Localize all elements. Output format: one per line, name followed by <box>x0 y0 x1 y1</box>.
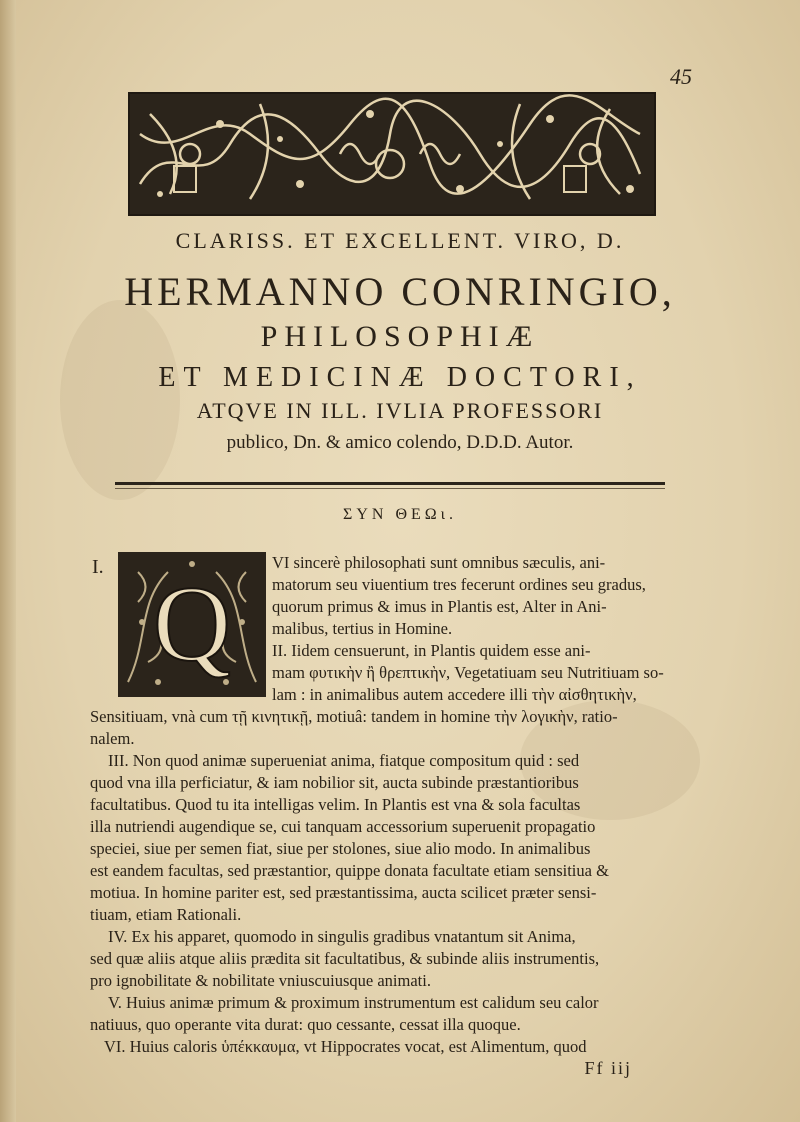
dedication-line-1: CLARISS. ET EXCELLENT. VIRO, D. <box>175 228 625 253</box>
text-line: motiua. In homine pariter est, sed præstantissima, aucta scilicet præter sensi- <box>90 883 597 902</box>
text-line: malibus, tertius in Homine. <box>272 619 453 638</box>
text-line: matorum seu viuentium tres fecerunt ordines seu gradus, <box>272 575 646 594</box>
page-number: 45 <box>670 64 692 89</box>
text-line: sed quæ aliis atque aliis prædita sit facultatibus, & subinde aliis instrumentis, <box>90 949 600 968</box>
text-line: VI. Huius caloris ὑπέκκαυμα, vt Hippocrates vocat, est Alimentum, quod <box>104 1037 587 1056</box>
text-line: tiuam, etiam Rationali. <box>90 905 242 924</box>
text-line: nalem. <box>90 729 135 748</box>
section-number: I. <box>92 556 104 578</box>
dedication-line-2: HERMANNO CONRINGIO, <box>124 269 676 314</box>
text-line: III. Non quod animæ superueniat anima, fiatque compositum quid : sed <box>108 751 580 770</box>
text-line: VI sincerè philosophati sunt omnibus sæculis, ani- <box>272 553 606 572</box>
text-line: mam φυτικὴν ἢ θρεπτικὴν, Vegetatiuam seu Nutritiuam so- <box>272 663 664 682</box>
initial-letter: Q <box>153 565 231 684</box>
dedication-line-3: PHILOSOPHIÆ <box>260 320 540 353</box>
text-line: est eandem facultas, sed præstantior, quippe donata facultate etiam sensitiua & <box>90 861 609 880</box>
horizontal-rule <box>115 482 665 485</box>
page-binding-edge <box>0 0 16 1122</box>
motto: ΣΥΝ ΘΕΩι. <box>343 506 457 523</box>
text-line: illa nutriendi augendique se, cui tanquam accessorium superuenit propagatio <box>90 817 596 836</box>
text-line: quorum primus & imus in Plantis est, Alter in Ani- <box>272 597 607 616</box>
ornamental-headpiece <box>128 92 656 216</box>
decorated-initial <box>118 552 266 697</box>
text-line: II. Iidem censuerunt, in Plantis quidem esse ani- <box>272 641 591 660</box>
text-line: lam : in animalibus autem accedere illi τὴν αἰσθητικὴν, <box>272 685 637 704</box>
text-line: speciei, siue per semen fiat, siue per stolones, siue alio modo. In animalibus <box>90 839 591 858</box>
text-line: pro ignobilitate & nobilitate vniuscuiusque animati. <box>90 971 431 990</box>
text-line: IV. Ex his apparet, quomodo in singulis gradibus vnatantum sit Anima, <box>108 927 576 946</box>
text-line: quod vna illa perficiatur, & iam nobilior sit, aucta subinde præstantioribus <box>90 773 579 792</box>
dedication-line-6: publico, Dn. & amico colendo, D.D.D. Autor. <box>226 432 574 453</box>
dedication-line-5: ATQVE IN ILL. IVLIA PROFESSORI <box>196 398 604 423</box>
text-line: Sensitiuam, vnà cum τῇ κινητικῇ, motiuâ: tandem in homine τὴν λογικὴν, ratio- <box>90 707 618 726</box>
dedication-line-4: ET MEDICINÆ DOCTORI, <box>158 362 642 393</box>
text-line: natiuus, quo operante vita durat: quo cessante, cessat illa quoque. <box>90 1015 521 1034</box>
text-line: facultatibus. Quod tu ita intelligas velim. In Plantis est vna & sola facultas <box>90 795 581 814</box>
signature-mark: Ff iij <box>584 1058 632 1078</box>
text-line: V. Huius animæ primum & proximum instrumentum est calidum seu calor <box>108 993 599 1012</box>
